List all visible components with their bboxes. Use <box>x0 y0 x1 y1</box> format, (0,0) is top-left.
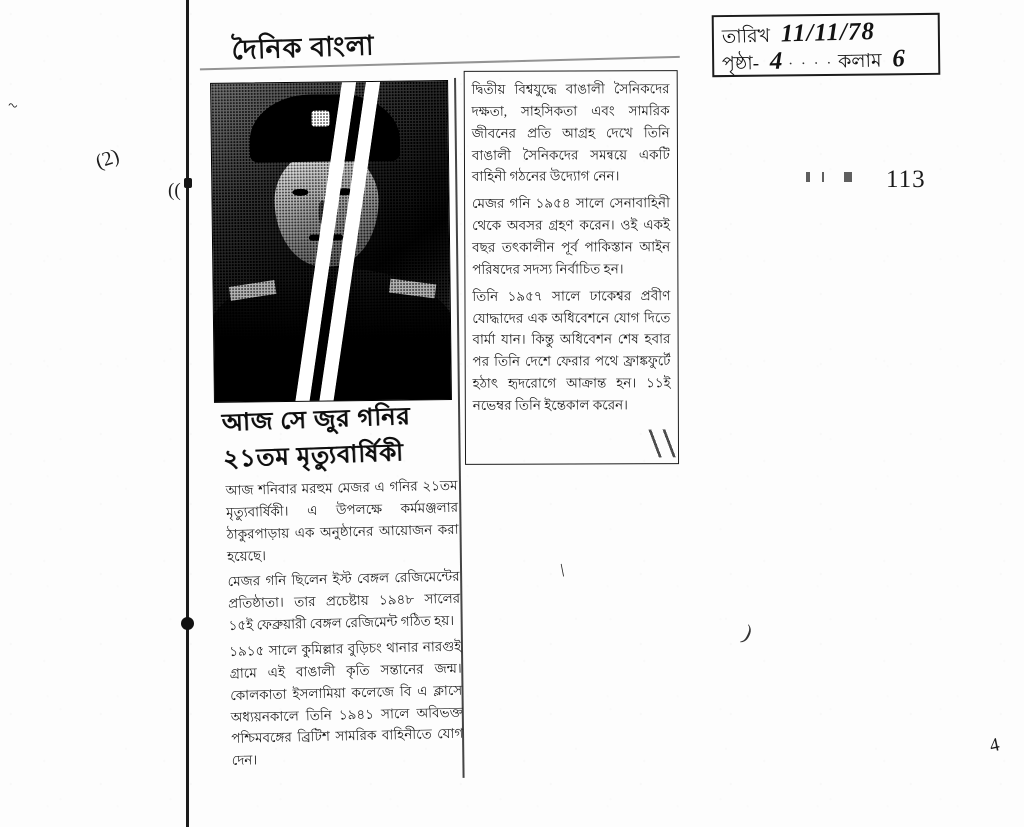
right-paragraph-2: মেজর গনি ১৯৫৪ সালে সেনাবাহিনী থেকে অবসর গ্রহণ করেন। ওই একই বছর তৎকালীন পূর্ব পাকিস্তান আইন পরিষদের সদস্য নির্বাচিত হন। <box>471 195 671 277</box>
right-paragraph-3: তিনি ১৯৫৭ সালে ঢাকেশ্বর প্রবীণ যোদ্ধাদের এক অধিবেশনে যোগ দিতে বার্মা যান। কিন্তু অধিবেশন শেষ হবার পর তিনি দেশে ফেরার পথে ফ্রাঙ্কফুর্টে হঠাৎ হৃদরোগে আক্রান্ত হন। ১১ই নভেম্বর তিনি ইন্তেকাল করেন। <box>472 287 671 413</box>
stamp-page-label: পৃষ্ঠা- <box>721 53 760 75</box>
stray-mark-d: 4 <box>987 734 1002 757</box>
stamp-date-label: তারিখ <box>721 25 771 48</box>
stamp-dot-leader: · · · · <box>787 55 834 73</box>
binding-clip-mark <box>184 178 192 188</box>
newspaper-masthead: দৈনিক বাংলা <box>231 30 376 66</box>
right-paragraph-1: দ্বিতীয় বিশ্বযুদ্ধে বাঙালী সৈনিকদের দক্ষতা, সাহসিকতা এবং সামরিক জীবনের প্রতি আগ্রহ দেখে তিনি বাঙালী সৈনিকদের সমন্বয়ে একটি বাহিনী গঠনের উদ্যোগ নেন। <box>471 81 670 185</box>
binding-edge-line <box>186 0 189 827</box>
portrait-photo <box>210 80 452 403</box>
archival-stamp <box>712 14 940 76</box>
stray-mark-e: ) <box>739 619 757 646</box>
stamp-column-value: 6 <box>892 45 907 73</box>
stray-mark-a: (2) <box>93 144 123 174</box>
left-paragraph-2: মেজর গনি ছিলেন ইস্ট বেঙ্গল রেজিমেন্টের প্রতিষ্ঠাতা। তার প্রচেষ্টায় ১৯৪৮ সালের ১৫ই ফেব্রুয়ারী বেঙ্গল রেজিমেন্ট গঠিত হয়। <box>227 569 461 634</box>
newspaper-clipping <box>191 5 713 801</box>
stamp-date-value: 11/11/78 <box>780 18 876 48</box>
article-left-column <box>225 475 464 776</box>
clipping-tear-mark <box>626 429 686 458</box>
page-number: 113 <box>886 166 926 193</box>
stray-mark-b: (( <box>168 180 181 201</box>
binding-hole-mark <box>181 617 194 630</box>
stamp-page-row <box>722 45 907 82</box>
article-right-column <box>472 78 671 422</box>
stamp-column-label: কলাম <box>837 50 882 73</box>
headline-line-2: ২১তম মৃত্যুবার্ষিকী <box>222 440 405 473</box>
article-headline <box>221 397 473 478</box>
left-paragraph-3: ১৯১৫ সালে কুমিল্লার বুড়িচং থানার নারগুই গ্রামে এই বাঙালী কৃতি সন্তানের জন্ম। কোলকাতা ইসলামিয়া কলেজে বি এ ক্লাসে অধ্যয়নকালে তিনি ১৯৪১ সালে অবিভক্ত পশ্চিমবঙ্গের ব্রিটিশ সামরিক বাহিনীতে যোগ দেন। <box>229 638 464 769</box>
page-number-dash <box>800 172 862 182</box>
headline-line-1: আজ সে জুর গনির <box>221 403 412 437</box>
left-paragraph-1: আজ শনিবার মরহুম মেজর এ গনির ২১তম মৃত্যুবার্ষিকী। এ উপলক্ষে কর্মমঞ্জলার ঠাকুরপাড়ায় এক অনুষ্ঠানের আয়োজন করা হয়েছে। <box>225 477 459 564</box>
stamp-page-value: 4 <box>769 47 784 75</box>
stray-mark-f: / <box>555 560 570 580</box>
stray-mark-c: ~ <box>5 95 21 117</box>
